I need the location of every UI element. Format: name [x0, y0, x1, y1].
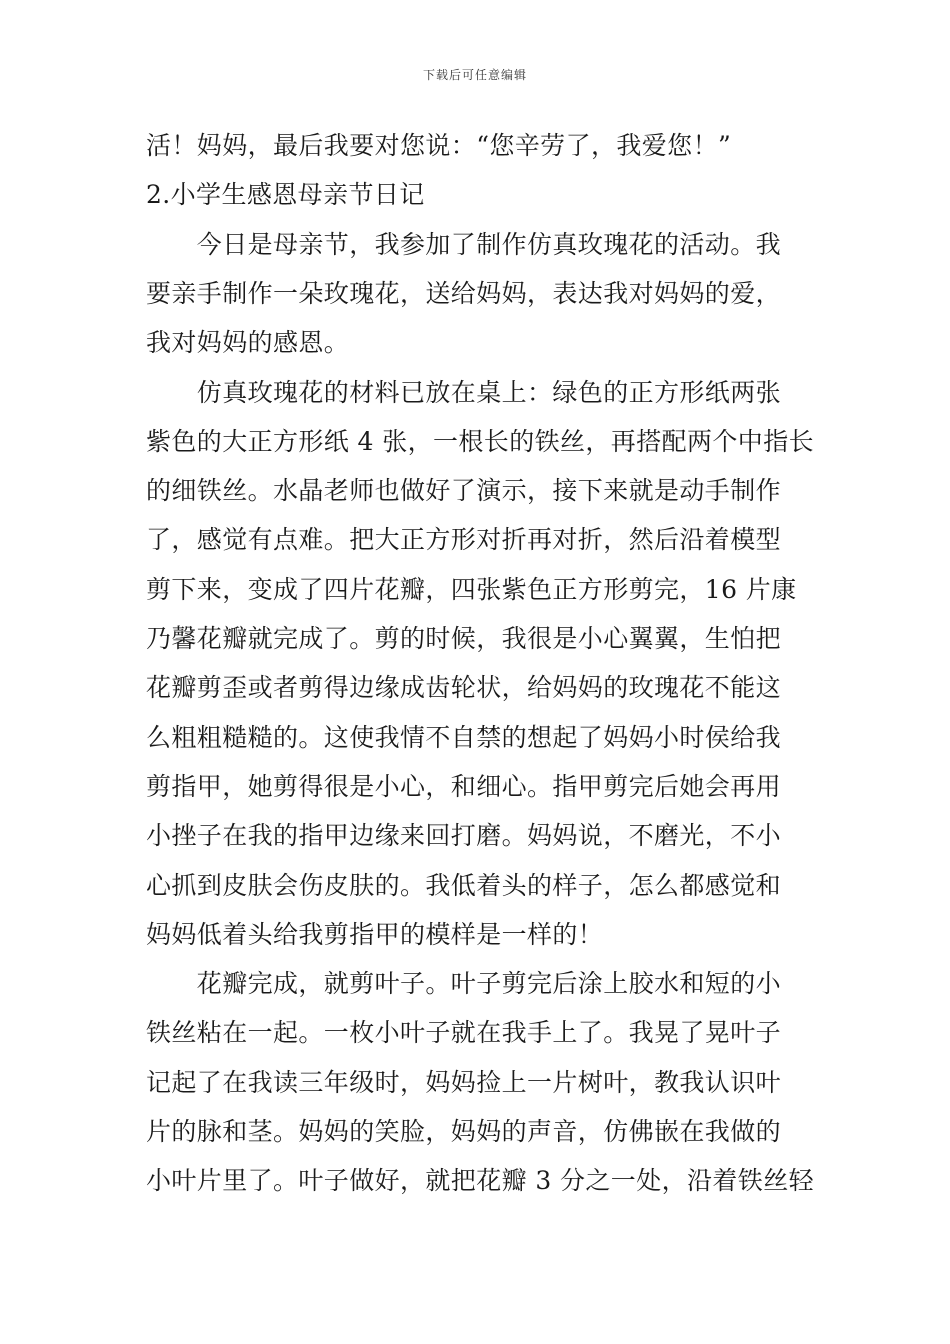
- text-line: 妈妈低着头给我剪指甲的模样是一样的！: [146, 919, 604, 949]
- text-line: 2.小学生感恩母亲节日记: [146, 180, 425, 210]
- text-line: 片的脉和茎。妈妈的笑脸，妈妈的声音，仿佛嵌在我做的: [146, 1117, 782, 1146]
- text-line: 我对妈妈的感恩。: [146, 328, 350, 358]
- text-line: 活！妈妈，最后我要对您说：“您辛劳了，我爱您！”: [146, 131, 732, 160]
- text-line: 了，感觉有点难。把大正方形对折再对折，然后沿着模型: [146, 525, 782, 555]
- text-line: 乃馨花瓣就完成了。剪的时候，我很是小心翼翼，生怕把: [146, 624, 782, 653]
- text-line: 小叶片里了。叶子做好，就把花瓣 3 分之一处，沿着铁丝轻: [146, 1166, 815, 1196]
- text-line: 么粗粗糙糙的。这使我情不自禁的想起了妈妈小时侯给我: [146, 722, 782, 752]
- text-line: 小挫子在我的指甲边缘来回打磨。妈妈说，不磨光，不小: [146, 821, 782, 851]
- text-line: 记起了在我读三年级时，妈妈捡上一片树叶，教我认识叶: [146, 1067, 782, 1097]
- text-line: 铁丝粘在一起。一枚小叶子就在我手上了。我晃了晃叶子: [146, 1018, 782, 1048]
- text-line: 花瓣完成，就剪叶子。叶子剪完后涂上胶水和短的小: [146, 969, 782, 999]
- text-line: 剪指甲，她剪得很是小心，和细心。指甲剪完后她会再用: [146, 771, 782, 801]
- page-header: 下载后可任意编辑: [422, 68, 527, 82]
- text-line: 剪下来，变成了四片花瓣，四张紫色正方形剪完，16 片康: [146, 574, 797, 604]
- text-line: 今日是母亲节，我参加了制作仿真玫瑰花的活动。我: [146, 229, 782, 259]
- text-line: 仿真玫瑰花的材料已放在桌上：绿色的正方形纸两张: [146, 377, 782, 407]
- text-line: 紫色的大正方形纸 4 张，一根长的铁丝，再搭配两个中指长: [146, 426, 815, 456]
- text-line: 要亲手制作一朵玫瑰花，送给妈妈，表达我对妈妈的爱，: [146, 278, 782, 308]
- text-line: 的细铁丝。水晶老师也做好了演示，接下来就是动手制作: [146, 476, 782, 506]
- text-line: 心抓到皮肤会伤皮肤的。我低着头的样子，怎么都感觉和: [146, 870, 782, 900]
- text-line: 花瓣剪歪或者剪得边缘成齿轮状，给妈妈的玫瑰花不能这: [146, 673, 782, 703]
